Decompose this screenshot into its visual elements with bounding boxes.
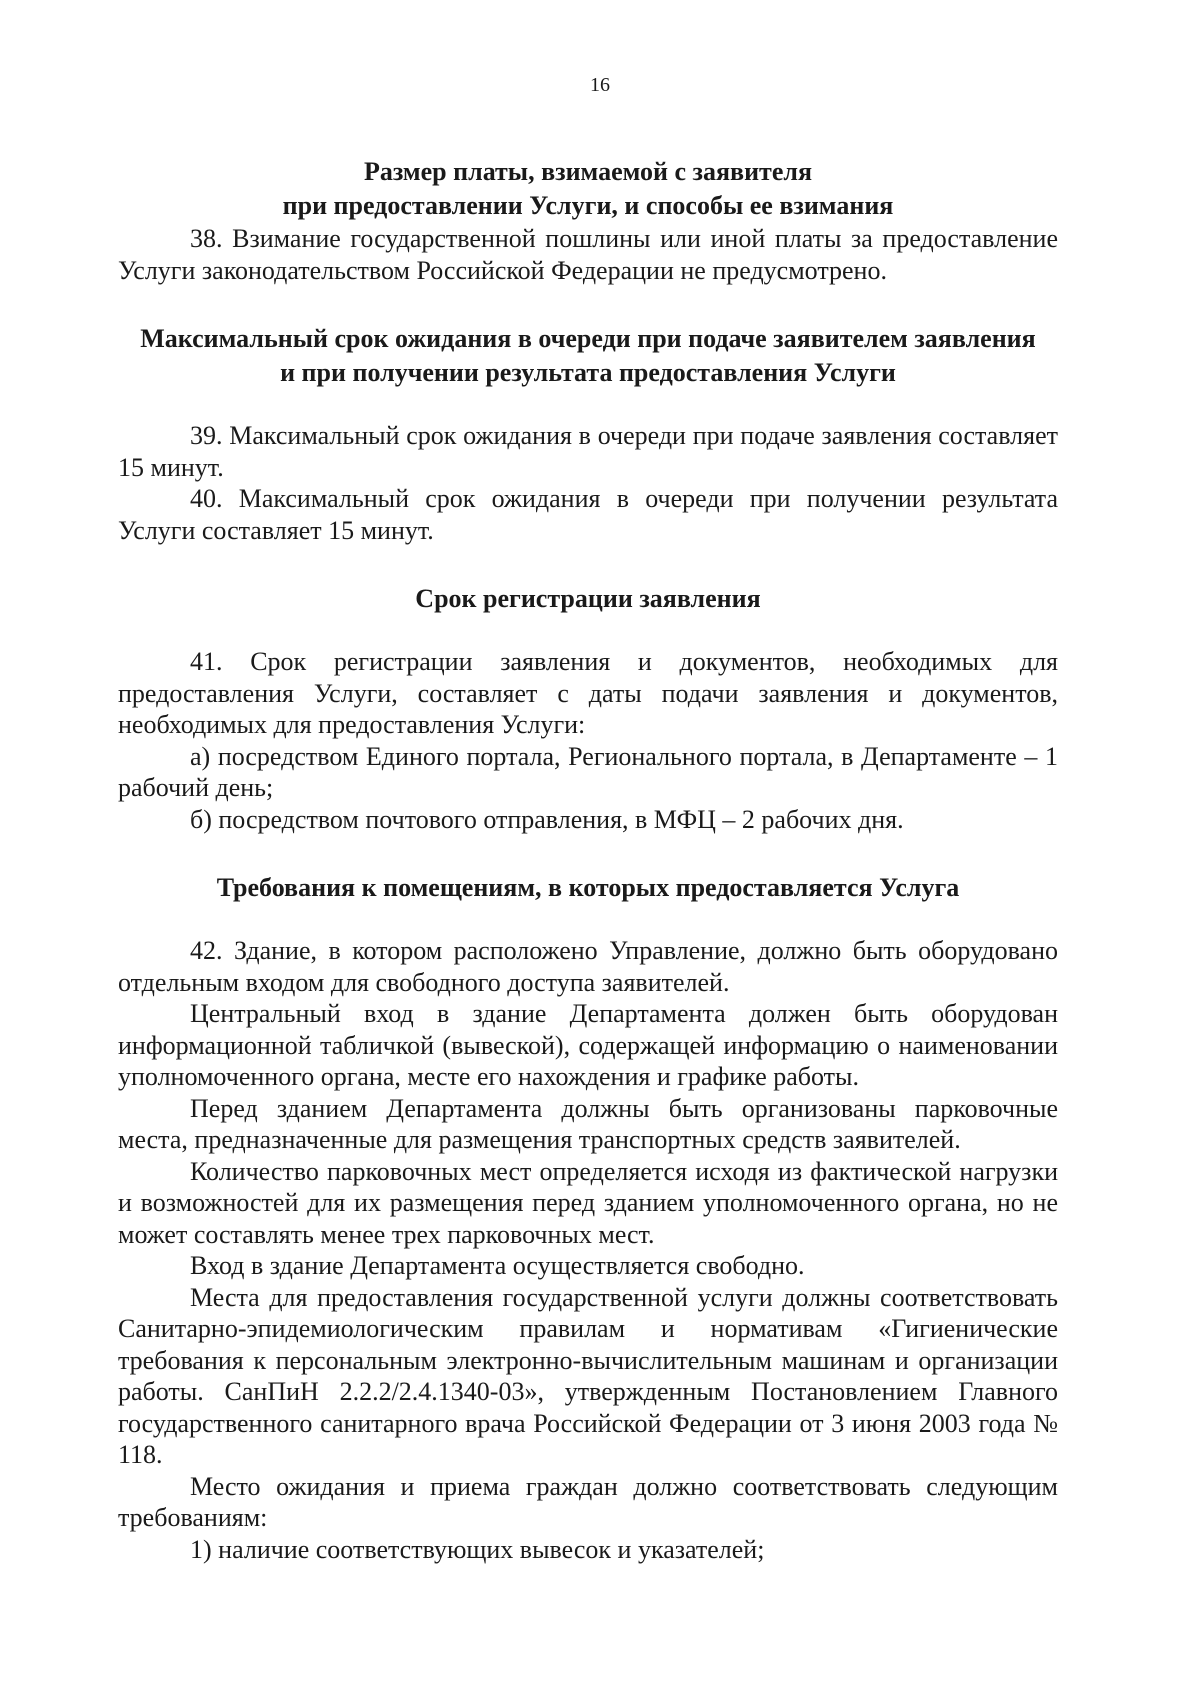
paragraph-40: 40. Максимальный срок ожидания в очереди при получении результата Услуги составляет 15 минут. [118,484,1058,545]
paragraph-parking: Перед зданием Департамента должны быть организованы парковочные места, предназначенные для размещения транспортных средств заявителей. [118,1093,1058,1154]
paragraph-41a: а) посредством Единого портала, Регионального портала, в Департаменте – 1 рабочий день; [118,741,1058,802]
paragraph-39: 39. Максимальный срок ожидания в очереди при подаче заявления составляет 15 минут. [118,421,1058,482]
heading-line: и при получении результата предоставления Услуги [280,358,896,387]
section-heading-registration: Срок регистрации заявления [415,584,761,613]
page-number: 16 [590,74,610,96]
heading-line: при предоставлении Услуги, и способы ее взимания [282,191,894,220]
list-item-1: 1) наличие соответствующих вывесок и указателей; [190,1534,765,1564]
paragraph-38: 38. Взимание государственной пошлины или иной платы за предоставление Услуги законодательством Российской Федерации не предусмотрено. [118,224,1058,285]
section-heading-fee [118,155,1058,223]
paragraph-parking-count: Количество парковочных мест определяется исходя из фактической нагрузки и возможностей для их размещения перед зданием уполномоченного органа, но не может составлять менее трех парковочных мест. [118,1156,1058,1249]
paragraph-free-entry: Вход в здание Департамента осуществляется свободно. [190,1251,805,1280]
section-heading-premises: Требования к помещениям, в которых предоставляется Услуга [216,873,960,902]
heading-line: Максимальный срок ожидания в очереди при подаче заявителем заявления [140,324,1036,353]
paragraph-41b: б) посредством почтового отправления, в МФЦ – 2 рабочих дня. [190,804,904,834]
paragraph-42: 42. Здание, в котором расположено Управление, должно быть оборудовано отдельным входом для свободного доступа заявителей. [118,936,1058,997]
paragraph-entrance: Центральный вход в здание Департамента должен быть оборудован информационной табличкой (вывеской), содержащей информацию о наименовании уполномоченного органа, месте его нахождения и графике работы. [118,999,1058,1091]
paragraph-sanpin: Места для предоставления государственной услуги должны соответствовать Санитарно-эпидемиологическим правилам и нормативам «Гигиенические требования к персональным электронно-вычислительным машинам и организации работы. СанПиН 2.2.2/2.4.1340-03», утвержденным Постановлением Главного государственного санитарного врача Российской Федерации от 3 июня 2003 года № 118. [118,1282,1058,1469]
heading-line: Размер платы, взимаемой с заявителя [363,157,813,186]
paragraph-waiting: Место ожидания и приема граждан должно соответствовать следующим требованиям: [118,1471,1058,1532]
document-body [118,155,1058,1565]
section-heading-queue [118,322,1058,390]
paragraph-41: 41. Срок регистрации заявления и документов, необходимых для предоставления Услуги, составляет с даты подачи заявления и документов, необходимых для предоставления Услуги: [118,647,1058,739]
